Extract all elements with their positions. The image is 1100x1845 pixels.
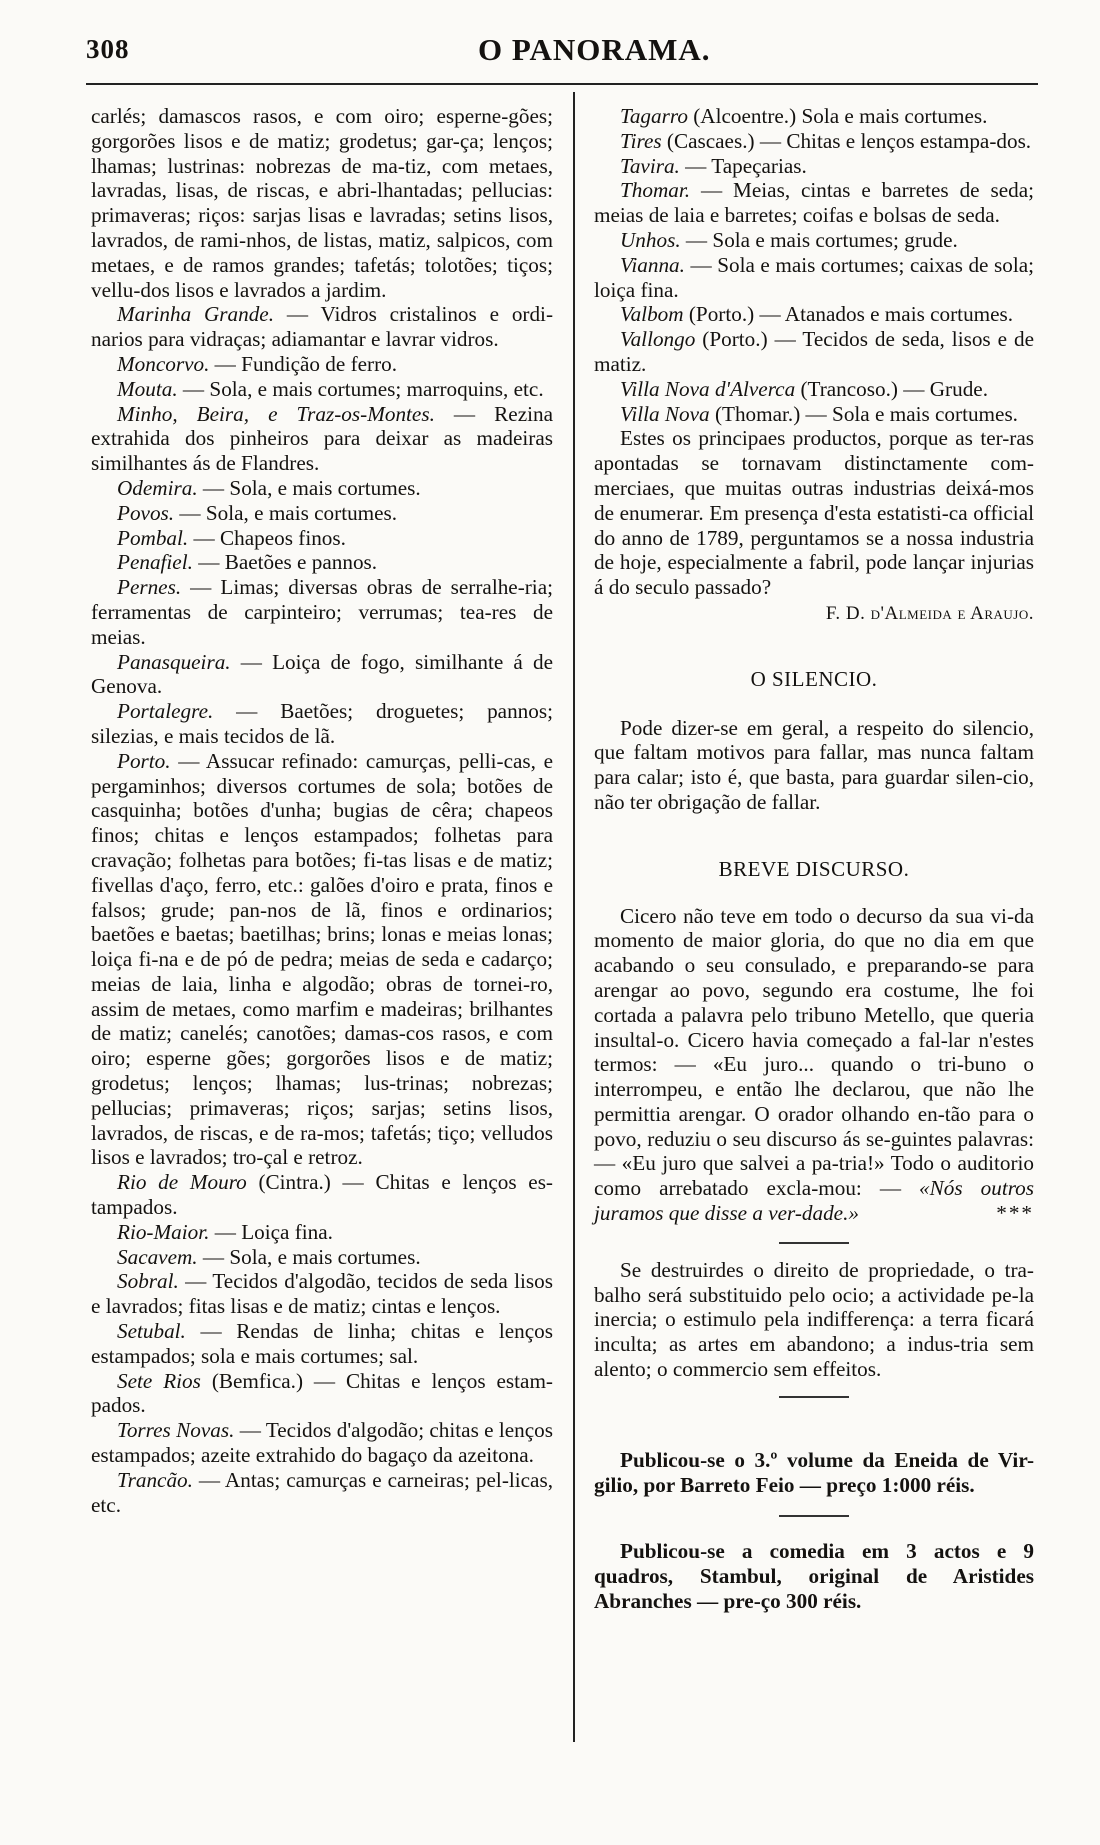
- list-item: Vianna. — Sola e mais cortumes; caixas de sola; loiça fina.: [594, 252, 1034, 302]
- place-name: Porto.: [117, 748, 171, 773]
- place-name: Penafiel.: [117, 550, 193, 575]
- place-name: Pombal.: [117, 525, 189, 550]
- left-column: [91, 104, 553, 1517]
- list-item: Rio de Mouro (Cintra.) — Chitas e lenços es-tampados.: [91, 1170, 553, 1220]
- section-title-discurso: BREVE DISCURSO.: [718, 856, 910, 881]
- divider-rule: [779, 1396, 849, 1398]
- right-column: [594, 104, 1034, 1614]
- list-item: Villa Nova (Thomar.) — Sola e mais cortumes.: [620, 401, 1018, 426]
- list-item: Villa Nova d'Alverca (Trancoso.) — Grude.: [620, 376, 988, 401]
- place-name: Moncorvo.: [117, 351, 210, 376]
- list-item: Sobral. — Tecidos d'algodão, tecidos de seda lisos e lavrados; fitas lisas e de matiz; cintas e lenços.: [91, 1269, 553, 1319]
- list-item: Penafiel. — Baetões e pannos.: [117, 550, 378, 575]
- place-name: Thomar.: [620, 178, 691, 203]
- list-item: Minho, Beira, e Traz-os-Montes. — Rezina extrahida dos pinheiros para deixar as madeiras similhantes ás de Flandres.: [91, 401, 553, 476]
- discurso-paragraph: Cicero não teve em todo o decurso da sua vi-da momento de maior gloria, do que no dia em que acabando o seu consulado, e preparando-se para arengar ao povo, segundo era costume, lhe foi cortada a palavra pelo tribuno Metello, que queria insultal-o. Cicero havia começado a fal-lar n'estes termos: — «Eu juro... quando o tri-buno o interrompeu, e então lhe declarou, que não lhe permittia arengar. O orador olhando en-tão para o povo, reduziu o seu discurso ás se-guintes palavras: — «Eu juro que salvei a pa-tria!» Todo o auditorio como arrebatado excla-mou: — «Nós outros juramos que disse a ver-dade.» ***: [594, 903, 1035, 1226]
- author-signature: F. D. d'Almeida e Araujo.: [825, 602, 1034, 624]
- place-name: Panasqueira.: [117, 649, 231, 674]
- place-name: Vallongo: [620, 327, 696, 352]
- place-name: Minho, Beira, e Traz-os-Montes.: [117, 401, 435, 426]
- list-item: Tavira. — Tapeçarias.: [620, 153, 807, 178]
- list-item: Setubal. — Rendas de linha; chitas e lenços estampados; sola e mais cortumes; sal.: [91, 1319, 553, 1368]
- place-name: Mouta.: [117, 376, 178, 401]
- place-name: Tires: [620, 128, 662, 153]
- place-name: Setubal.: [117, 1319, 186, 1344]
- column-divider: [573, 92, 575, 1742]
- place-name: Tavira.: [620, 153, 680, 178]
- place-name: Sete Rios: [117, 1368, 201, 1393]
- list-item: Tires (Cascaes.) — Chitas e lenços estampa-dos.: [620, 128, 1032, 153]
- page-title: O PANORAMA.: [478, 32, 711, 67]
- list-item: Moncorvo. — Fundição de ferro.: [117, 351, 398, 376]
- list-item: Valbom (Porto.) — Atanados e mais cortumes.: [620, 302, 1014, 327]
- list-item: Mouta. — Sola, e mais cortumes; marroquins, etc.: [117, 376, 544, 401]
- list-item: Unhos. — Sola e mais cortumes; grude.: [620, 227, 958, 252]
- place-name: Tagarro: [620, 104, 688, 128]
- notice-eneida: Publicou-se o 3.º volume da Eneida de Vir-gilio, por Barreto Feio — preço 1:000 réis.: [594, 1447, 1034, 1497]
- header-rule: [86, 83, 1038, 85]
- place-name: Unhos.: [620, 227, 681, 252]
- place-name: Povos.: [117, 500, 175, 525]
- place-name: Vianna.: [620, 252, 685, 277]
- list-item: Vallongo (Porto.) — Tecidos de seda, lisos e de matiz.: [594, 327, 1034, 376]
- discurso-quote: «Nós outros juramos que disse a ver-dade.»: [594, 1176, 1035, 1226]
- place-name: Rio-Maior.: [117, 1219, 210, 1244]
- place-name: Odemira.: [117, 475, 198, 500]
- list-item: Sete Rios (Bemfica.) — Chitas e lenços estam-pados.: [91, 1368, 553, 1418]
- place-name: Trancão.: [117, 1467, 193, 1492]
- divider-rule: [779, 1242, 849, 1244]
- list-item: Tagarro (Alcoentre.) Sola e mais cortumes.: [620, 104, 988, 128]
- notice-stambul: Publicou-se a comedia em 3 actos e 9 quadros, Stambul, original de Aristides Abranches — pre-ço 300 réis.: [594, 1539, 1034, 1614]
- list-item: Rio-Maior. — Loiça fina.: [117, 1219, 333, 1244]
- place-name: Marinha Grande.: [117, 302, 275, 327]
- paragraph-intro: carlés; damascos rasos, e com oiro; esperne-gões; gorgorões lisos e de matiz; grodetus; gar-ça; lenços; lhamas; lustrinas: nobrezas de ma-tiz, com metaes, lavradas, lisas, de riscas, e abri-lhantadas; pellucias: primaveras; riços: sarjas lisas e lavradas; setins lisos, lavrados, de rami-nhos, de listas, matiz, salpicos, com metaes, e de ramos grandes; tafetás; tolotões; tiços; vellu-dos lisos e lavrados a jardim.: [91, 104, 553, 302]
- list-item: Porto. — Assucar refinado: camurças, pelli-cas, e pergaminhos; diversos cortumes de sola; botões de casquinha; botões d'unha; bugias de cêra; chapeos finos; chitas e lenços estampados; folhetas para cravação; folhetas para botões; fi-tas lisas e de matiz; fivellas d'aço, ferro, etc.: galões d'oiro e prata, finos e falsos; grude; pan-nos de lã, finos e ordinarios; baetões e baetas; baetilhas; brins; lonas e meias lonas; loiça fi-na e de pó de pedra; meias de seda e cadarço; meias de laia, linha e algodão; obras de tornei-ro, assim de metaes, como marfim e madeiras; brilhantes de matiz; canelés; canotões; damas-cos rasos, e com oiro; esperne gões; gorgorões lisos e de matiz; grodetus; lenços; lhamas; lus-trinas; nobrezas; pellucias; primaveras; riços; sarjas; setins lisos, lavrados, de riscas, e de ra-mos; tafetás; tiço; velludos lisos e lavrados; tro-çal e retroz.: [91, 748, 553, 1170]
- list-item: Panasqueira. — Loiça de fogo, similhante á de Genova.: [91, 649, 553, 699]
- place-name: Valbom: [620, 302, 684, 327]
- section-title-silencio: O SILENCIO.: [750, 666, 878, 691]
- list-item: Sacavem. — Sola, e mais cortumes.: [117, 1244, 421, 1269]
- list-item: Marinha Grande. — Vidros cristalinos e ordi-narios para vidraças; adiamantar e lavrar vidros.: [91, 302, 554, 352]
- list-item: Pernes. — Limas; diversas obras de serralhe-ria; ferramentas de carpinteiro; verrumas; tea-res de meias.: [91, 575, 553, 649]
- list-item: Torres Novas. — Tecidos d'algodão; chitas e lenços estampados; azeite extrahido do bagaço da azeitona.: [91, 1418, 553, 1468]
- propriedade-paragraph: Se destruirdes o direito de propriedade, o tra-balho será substituido pelo ocio; a actividade pe-la inercia; o estimulo pela indifferença: a terra ficará inculta; as artes em abandono; a indus-tria sem alento; o commercio sem effeitos.: [594, 1257, 1034, 1382]
- list-item: Odemira. — Sola, e mais cortumes.: [117, 475, 421, 500]
- list-item: Portalegre. — Baetões; droguetes; pannos; silezias, e mais tecidos de lã.: [91, 699, 553, 748]
- list-item: Povos. — Sola, e mais cortumes.: [117, 500, 398, 525]
- place-name: Rio de Mouro: [117, 1170, 247, 1195]
- silencio-paragraph: Pode dizer-se em geral, a respeito do silencio, que faltam motivos para fallar, mas nunca faltam para calar; isto é, que basta, para guardar silen-cio, não ter obrigação de fallar.: [594, 715, 1034, 814]
- list-item: Thomar. — Meias, cintas e barretes de seda; meias de laia e barretes; coifas e bolsas de seda.: [594, 178, 1034, 228]
- place-name: Torres Novas.: [117, 1418, 235, 1443]
- place-name: Sobral.: [117, 1269, 179, 1294]
- list-item: Trancão. — Antas; camurças e carneiras; pel-licas, etc.: [91, 1467, 553, 1517]
- place-name: Sacavem.: [117, 1244, 198, 1269]
- asterism: ***: [996, 1201, 1034, 1226]
- place-name: Pernes.: [117, 575, 182, 600]
- page-number: 308: [86, 34, 130, 64]
- closing-paragraph: Estes os principaes productos, porque as ter-ras apontadas se tornavam distinctamente com-merciaes, que muitas outras industrias deixá-mos de enumerar. Em presença d'esta estatisti-ca official do anno de 1789, perguntamos se a nossa industria de hoje, especialmente a fabril, pode lançar injurias á do seculo passado?: [594, 426, 1034, 600]
- list-item: Pombal. — Chapeos finos.: [117, 525, 346, 550]
- place-name: Villa Nova d'Alverca: [620, 376, 796, 401]
- page-header: [86, 32, 1038, 72]
- divider-rule: [779, 1515, 849, 1517]
- place-name: Villa Nova: [620, 401, 710, 426]
- place-name: Portalegre.: [117, 699, 214, 724]
